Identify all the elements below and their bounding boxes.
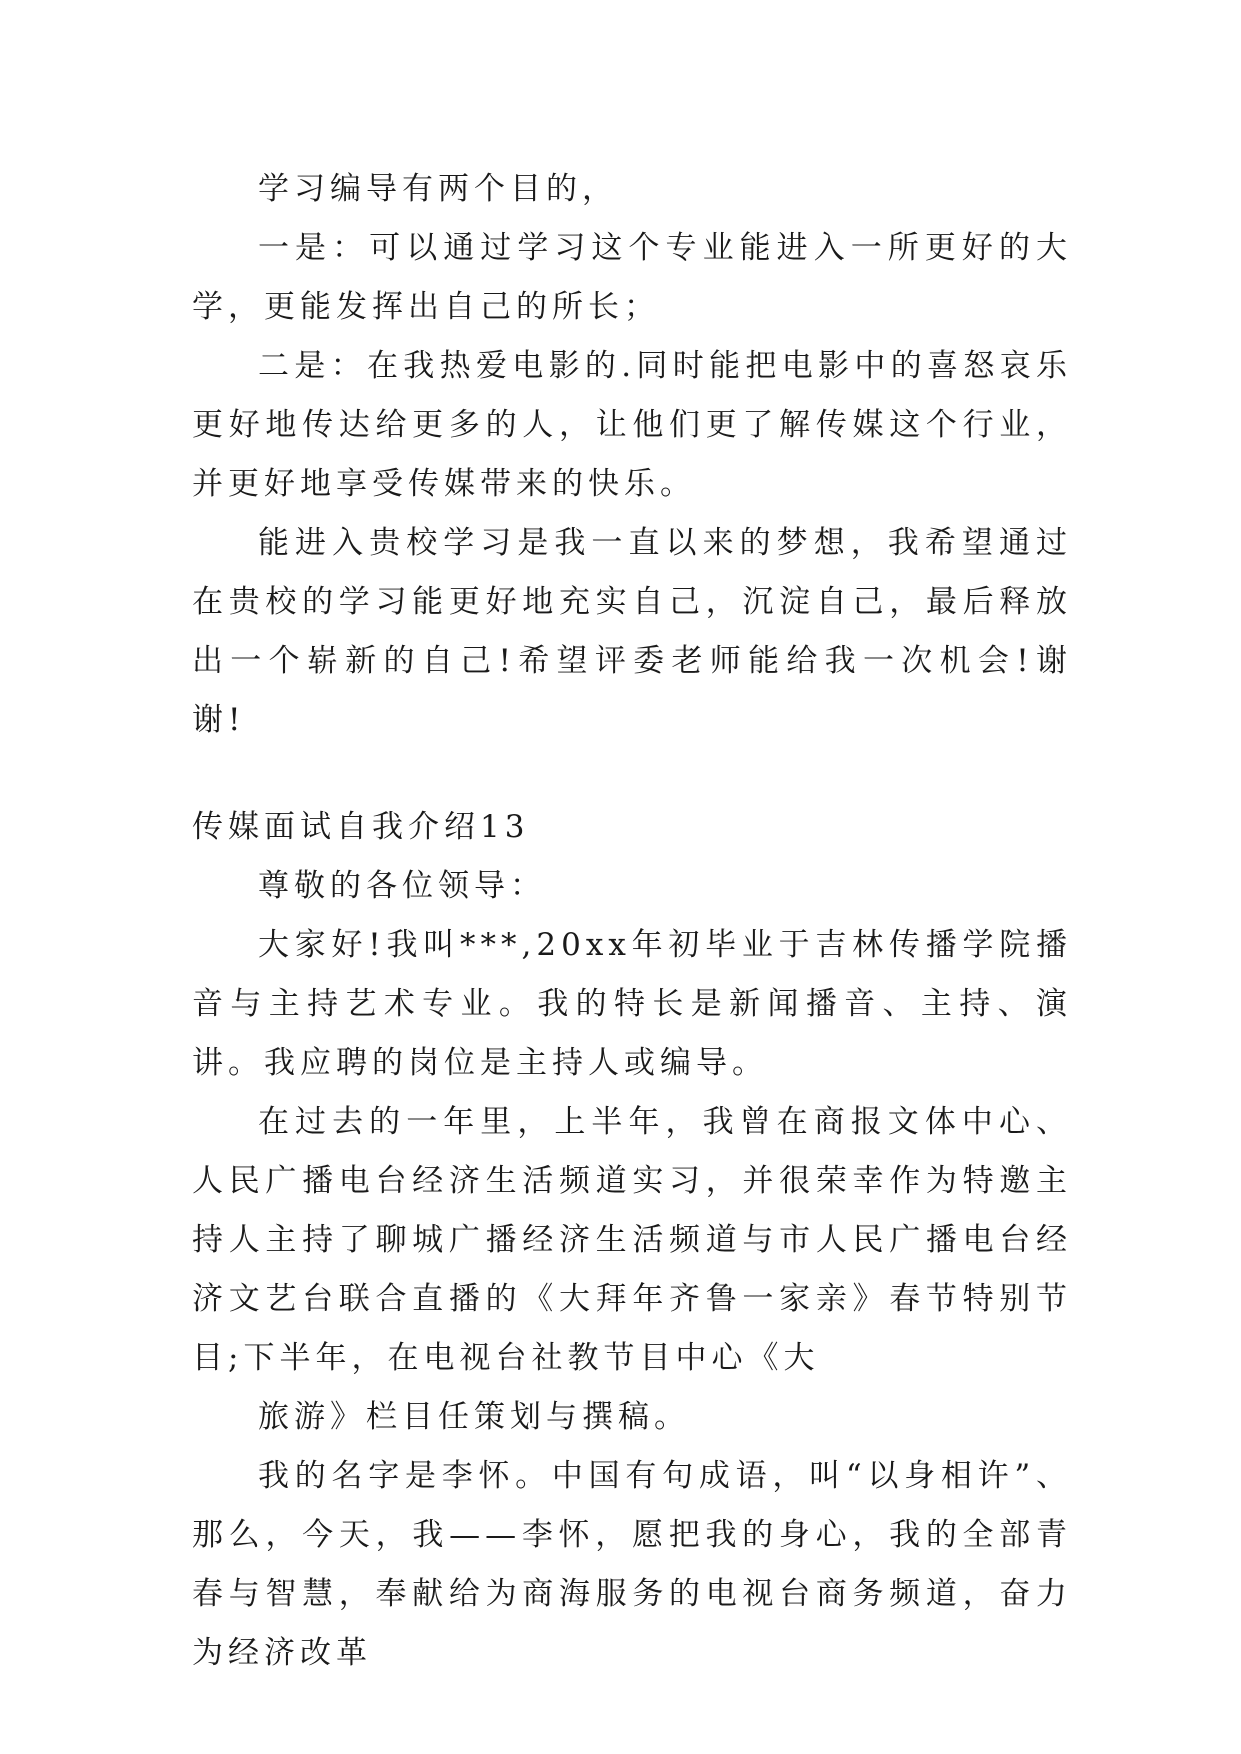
- paragraph-purpose-intro: 学习编导有两个目的，: [258, 171, 618, 207]
- section-heading: 传媒面试自我介绍13: [192, 809, 530, 845]
- document-body: [192, 160, 1072, 1683]
- paragraph-greeting: 尊敬的各位领导：: [258, 868, 546, 904]
- paragraph-experience-continued: 旅游》栏目任策划与撰稿。: [258, 1399, 690, 1435]
- paragraph-closing: 能进入贵校学习是我一直以来的梦想，我希望通过在贵校的学习能更好地充实自己，沉淀自己，最后释放出一个崭新的自己!希望评委老师能给我一次机会!谢谢!: [192, 525, 1072, 738]
- paragraph-purpose-one: 一是：可以通过学习这个专业能进入一所更好的大学，更能发挥出自己的所长；: [192, 230, 1072, 325]
- paragraph-self-intro: 大家好!我叫***,20xx年初毕业于吉林传播学院播音与主持艺术专业。我的特长是新闻播音、主持、演讲。我应聘的岗位是主持人或编导。: [192, 927, 1072, 1081]
- paragraph-name-pledge: 我的名字是李怀。中国有句成语，叫“以身相许”、那么，今天，我——李怀，愿把我的身心，我的全部青春与智慧，奉献给为商海服务的电视台商务频道，奋力为经济改革: [192, 1458, 1072, 1671]
- paragraph-purpose-two: 二是：在我热爱电影的.同时能把电影中的喜怒哀乐更好地传达给更多的人，让他们更了解传媒这个行业，并更好地享受传媒带来的快乐。: [192, 348, 1072, 502]
- paragraph-experience: 在过去的一年里，上半年，我曾在商报文体中心、人民广播电台经济生活频道实习，并很荣幸作为特邀主持人主持了聊城广播经济生活频道与市人民广播电台经济文艺台联合直播的《大拜年齐鲁一家亲》春节特别节目;下半年，在电视台社教节目中心《大: [192, 1104, 1072, 1376]
- section-gap: [192, 750, 1072, 798]
